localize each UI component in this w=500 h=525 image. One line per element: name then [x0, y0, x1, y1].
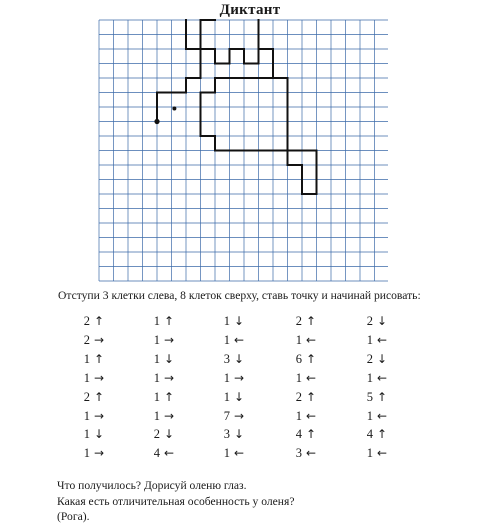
dictation-step: [202, 312, 262, 330]
arrow-right-icon: →: [234, 408, 245, 423]
dictation-step: [345, 350, 405, 368]
dictation-step: [132, 407, 192, 425]
step-count: 2: [153, 427, 160, 442]
dictation-step: [274, 312, 334, 330]
dictation-step: [62, 388, 122, 406]
step-count: 3: [295, 446, 302, 461]
dictation-step: [132, 331, 192, 349]
arrow-right-icon: →: [94, 408, 105, 423]
step-count: 1: [83, 370, 90, 385]
step-count: 1: [366, 370, 373, 385]
dictation-step: [345, 425, 405, 443]
dictation-step: [202, 407, 262, 425]
arrow-down-icon: ↓: [94, 427, 105, 442]
questions-block: [57, 478, 294, 525]
dictation-step: [202, 369, 262, 387]
start-point: [154, 119, 159, 124]
step-count: 1: [153, 332, 160, 347]
arrow-down-icon: ↓: [377, 314, 388, 328]
arrow-left-icon: ←: [234, 446, 245, 461]
arrow-up-icon: ↑: [306, 389, 317, 404]
arrow-down-icon: ↓: [164, 351, 175, 366]
dictation-step: [274, 407, 334, 425]
arrow-right-icon: →: [94, 446, 105, 461]
arrow-up-icon: ↑: [377, 427, 388, 442]
step-count: 2: [295, 314, 302, 328]
dictation-step: [62, 350, 122, 368]
dictation-step: [274, 444, 334, 462]
arrow-right-icon: →: [164, 370, 175, 385]
dictation-step: [202, 444, 262, 462]
step-count: 1: [223, 389, 230, 404]
page-title: Диктант: [219, 2, 281, 18]
step-count: 1: [223, 370, 230, 385]
dictation-step: [132, 369, 192, 387]
arrow-up-icon: ↑: [94, 314, 105, 328]
step-count: 1: [153, 351, 160, 366]
grid-paper: [98, 19, 388, 283]
step-count: 1: [83, 408, 90, 423]
step-count: 1: [223, 332, 230, 347]
dictation-step: [345, 444, 405, 462]
dictation-step: [132, 388, 192, 406]
step-count: 1: [83, 446, 90, 461]
arrow-right-icon: →: [94, 332, 105, 347]
arrow-right-icon: →: [164, 408, 175, 423]
dictation-step: [62, 407, 122, 425]
arrow-left-icon: ←: [377, 446, 388, 461]
step-count: 2: [366, 351, 373, 366]
step-count: 1: [153, 408, 160, 423]
dictation-step: [62, 369, 122, 387]
dictation-step: [345, 388, 405, 406]
step-count: 2: [295, 389, 302, 404]
arrow-up-icon: ↑: [94, 389, 105, 404]
question-line-2: Какая есть отличительная особенность у оленя?: [57, 494, 295, 508]
arrow-up-icon: ↑: [164, 389, 175, 404]
dictation-step: [345, 312, 405, 330]
arrow-left-icon: ←: [306, 332, 317, 347]
dictation-step: [62, 331, 122, 349]
arrow-left-icon: ←: [377, 332, 388, 347]
dictation-step: [132, 444, 192, 462]
instruction-text: Отступи 3 клетки слева, 8 клеток сверху, ставь точку и начинай рисовать:: [58, 289, 421, 302]
step-count: 2: [83, 314, 90, 328]
step-count: 1: [83, 351, 90, 366]
step-count: 4: [295, 427, 302, 442]
step-count: 7: [223, 408, 230, 423]
arrow-left-icon: ←: [306, 446, 317, 461]
arrow-right-icon: →: [234, 370, 245, 385]
step-count: 1: [153, 389, 160, 404]
dictation-step: [62, 312, 122, 330]
dictation-table: [62, 312, 442, 472]
arrow-up-icon: ↑: [164, 314, 175, 328]
deer-eye: [172, 106, 176, 110]
arrow-left-icon: ←: [377, 408, 388, 423]
dictation-step: [274, 425, 334, 443]
deer-drawing-grid: [98, 19, 388, 283]
dictation-step: [274, 350, 334, 368]
step-count: 3: [223, 427, 230, 442]
arrow-down-icon: ↓: [234, 427, 245, 442]
step-count: 1: [295, 408, 302, 423]
arrow-up-icon: ↑: [306, 351, 317, 366]
dictation-step: [132, 350, 192, 368]
step-count: 1: [153, 370, 160, 385]
step-count: 3: [223, 351, 230, 366]
dictation-step: [202, 331, 262, 349]
arrow-down-icon: ↓: [377, 351, 388, 366]
dictation-step: [202, 350, 262, 368]
step-count: 1: [366, 408, 373, 423]
arrow-left-icon: ←: [306, 370, 317, 385]
step-count: 2: [366, 314, 373, 328]
step-count: 4: [366, 427, 373, 442]
step-count: 2: [83, 389, 90, 404]
step-count: 1: [366, 332, 373, 347]
arrow-left-icon: ←: [234, 332, 245, 347]
dictation-step: [345, 369, 405, 387]
arrow-left-icon: ←: [306, 408, 317, 423]
dictation-step: [274, 388, 334, 406]
arrow-right-icon: →: [94, 370, 105, 385]
dictation-step: [345, 331, 405, 349]
arrow-up-icon: ↑: [306, 427, 317, 442]
step-count: 4: [153, 446, 160, 461]
arrow-down-icon: ↓: [234, 351, 245, 366]
arrow-up-icon: ↑: [94, 351, 105, 366]
question-line-1: Что получилось? Дорисуй оленю глаз.: [57, 479, 247, 492]
dictation-step: [202, 425, 262, 443]
answer-line: (Рога).: [57, 510, 90, 523]
step-count: 1: [223, 314, 230, 328]
deer-outline: [157, 19, 317, 194]
dictation-step: [345, 407, 405, 425]
dictation-step: [132, 312, 192, 330]
arrow-left-icon: ←: [164, 446, 175, 461]
dictation-step: [62, 444, 122, 462]
arrow-left-icon: ←: [377, 370, 388, 385]
arrow-up-icon: ↑: [377, 389, 388, 404]
arrow-up-icon: ↑: [306, 314, 317, 328]
dictation-step: [202, 388, 262, 406]
arrow-right-icon: →: [164, 332, 175, 347]
dictation-step: [132, 425, 192, 443]
arrow-down-icon: ↓: [234, 314, 245, 328]
step-count: 6: [295, 351, 302, 366]
step-count: 5: [366, 389, 373, 404]
step-count: 1: [295, 370, 302, 385]
step-count: 1: [366, 446, 373, 461]
step-count: 1: [83, 427, 90, 442]
dictation-step: [274, 369, 334, 387]
arrow-down-icon: ↓: [164, 427, 175, 442]
step-count: 1: [295, 332, 302, 347]
step-count: 1: [223, 446, 230, 461]
step-count: 2: [83, 332, 90, 347]
arrow-down-icon: ↓: [234, 389, 245, 404]
dictation-step: [274, 331, 334, 349]
dictation-step: [62, 425, 122, 443]
step-count: 1: [153, 314, 160, 328]
